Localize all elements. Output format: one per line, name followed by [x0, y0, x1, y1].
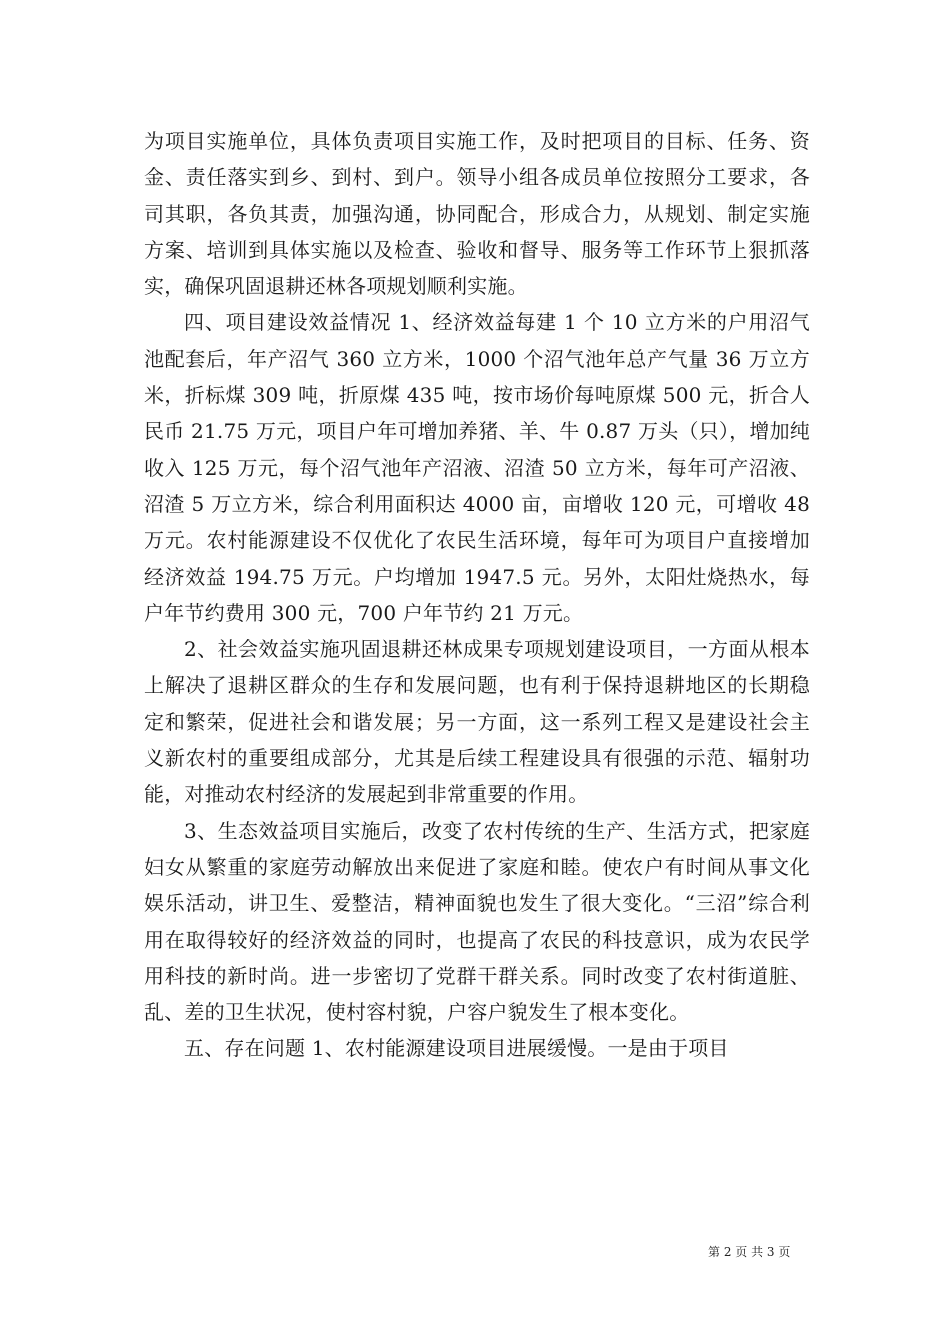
paragraph-existing-problems: 五、存在问题 1、农村能源建设项目进展缓慢。一是由于项目: [184, 1036, 729, 1061]
paragraph-ecological-benefits: 3、生态效益项目实施后，改变了农村传统的生产、生活方式，把家庭妇女从繁重的家庭劳动解放出来促进了家庭和睦。使农户有时间从事文化娱乐活动，讲卫生、爱整洁，精神面貌也发生了很大变化。“三沼”综合利用在取得较好的经济效益的同时，也提高了农民的科技意识，成为农民学用科技的新时尚。进一步密切了党群干群关系。同时改变了农村街道脏、乱、差的卫生状况，使村容村貌，户容户貌发生了根本变化。: [144, 818, 810, 1025]
paragraph-project-benefits: 四、项目建设效益情况 1、经济效益每建 1 个 10 立方米的户用沼气池配套后，年产沼气 360 立方米，1000 个沼气池年总产气量 36 万立方米，折标煤 309 吨，折原煤 435 吨，按市场价每吨原煤 500 元，折合人民币 21.75 万元，项目户年可增加养猪、羊、牛 0.87 万头（只），增加纯收入 125 万元，每个沼气池年产沼液、沼渣 50 立方米，每年可产沼液、沼渣 5 万立方米，综合利用面积达 4000 亩，亩增收 120 元，可增收 48 万元。农村能源建设不仅优化了农民生活环境，每年可为项目户直接增加经济效益 194.75 万元。户均增加 1947.5 元。另外，太阳灶烧热水，每户年节约费用 300 元，700 户年节约 21 万元。: [144, 310, 810, 625]
paragraph-social-benefits: 2、社会效益实施巩固退耕还林成果专项规划建设项目，一方面从根本上解决了退耕区群众的生存和发展问题，也有利于保持退耕地区的长期稳定和繁荣，促进社会和谐发展；另一方面，这一系列工程又是建设社会主义新农村的重要组成部分，尤其是后续工程建设具有很强的示范、辐射功能，对推动农村经济的发展起到非常重要的作用。: [144, 637, 810, 807]
page-number-footer: 第 2 页 共 3 页: [708, 1245, 791, 1259]
paragraph-continuation: 为项目实施单位，具体负责项目实施工作，及时把项目的目标、任务、资金、责任落实到乡、到村、到户。领导小组各成员单位按照分工要求，各司其职，各负其责，加强沟通，协同配合，形成合力，从规划、制定实施方案、培训到具体实施以及检查、验收和督导、服务等工作环节上狠抓落实，确保巩固退耕还林各项规划顺利实施。: [144, 129, 810, 299]
document-body: [144, 123, 810, 1067]
